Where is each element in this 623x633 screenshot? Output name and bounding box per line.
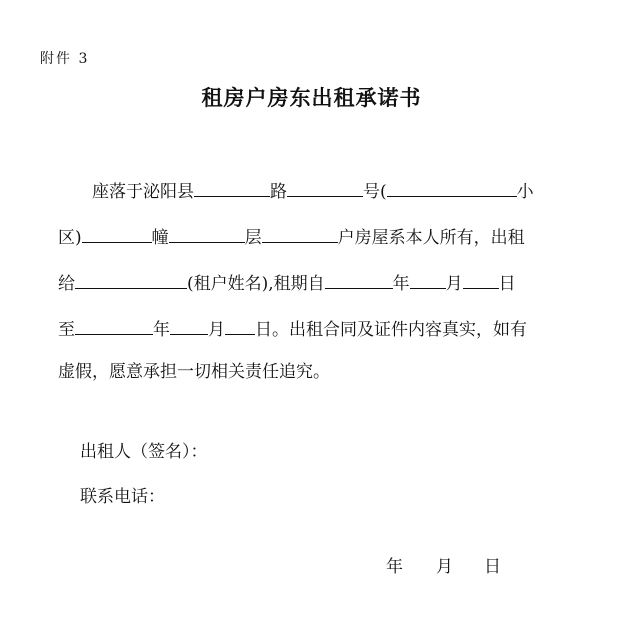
text-start-year: 年 (392, 274, 410, 294)
blank-tenant-name (75, 270, 187, 289)
text-community-start: 小 (516, 182, 534, 202)
blank-number (287, 178, 363, 197)
blank-floor (169, 224, 245, 243)
blank-end-month (170, 316, 208, 335)
blank-start-day (463, 270, 499, 289)
text-location-prefix: 座落于泌阳县 (92, 182, 194, 202)
text-floor: 层 (244, 228, 262, 248)
text-liability: 虚假，愿意承担一切相关责任追究。 (58, 362, 330, 382)
text-number: 号( (363, 182, 387, 202)
text-tenant-lease-from: (租户姓名),租期自 (187, 274, 325, 294)
text-ownership: 户房屋系本人所有，出租 (337, 228, 525, 248)
text-end-year: 年 (153, 320, 170, 340)
blank-unit (262, 224, 338, 243)
body-line-5 (58, 360, 330, 384)
page-title: 租房户房东出租承诺书 (201, 86, 422, 110)
date-day-label: 日 (484, 557, 501, 577)
body-line-3 (58, 270, 516, 294)
blank-building (82, 224, 152, 243)
attachment-label: 附件 3 (40, 51, 90, 67)
contact-phone-label: 联系电话： (80, 487, 165, 507)
text-until: 至 (58, 320, 75, 340)
body-line-4 (58, 316, 527, 340)
text-community-end: 区) (58, 228, 82, 248)
date-month-label: 月 (436, 557, 453, 577)
blank-community (387, 178, 517, 197)
body-line-2 (58, 224, 525, 248)
body-line-1 (92, 178, 534, 202)
landlord-signature-label: 出租人（签名）： (80, 442, 208, 462)
blank-start-month (410, 270, 446, 289)
blank-end-day (225, 316, 255, 335)
text-end-month: 月 (208, 320, 225, 340)
text-start-day: 日 (498, 274, 516, 294)
text-end-day-statement: 日。出租合同及证件内容真实，如有 (255, 320, 527, 340)
blank-end-year (75, 316, 153, 335)
date-year-label: 年 (386, 557, 403, 577)
text-to: 给 (58, 274, 75, 294)
text-start-month: 月 (445, 274, 463, 294)
blank-start-year (325, 270, 393, 289)
text-building: 幢 (151, 228, 169, 248)
text-road: 路 (270, 182, 287, 202)
blank-road (194, 178, 270, 197)
